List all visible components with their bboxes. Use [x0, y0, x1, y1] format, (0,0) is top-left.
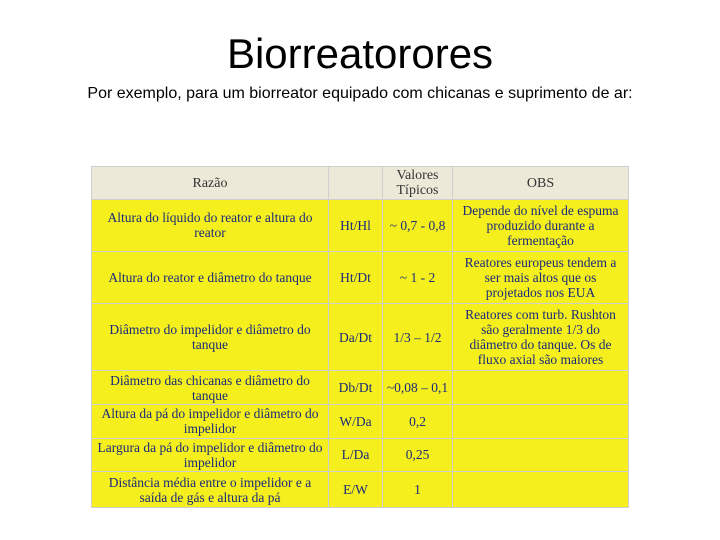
cell-razao: Distância média entre o impelidor e a saída de gás e altura da pá [92, 472, 329, 508]
cell-obs [453, 472, 629, 508]
table-row [92, 200, 629, 252]
table-row [92, 404, 629, 438]
cell-simbolo: Ht/Dt [329, 251, 383, 304]
cell-obs [453, 404, 629, 438]
cell-simbolo: Da/Dt [329, 304, 383, 371]
cell-valores: ~ 1 - 2 [383, 251, 453, 304]
cell-razao: Diâmetro do impelidor e diâmetro do tanque [92, 304, 329, 371]
table-header-row [92, 167, 629, 200]
cell-valores: 0,2 [383, 404, 453, 438]
cell-simbolo: E/W [329, 472, 383, 508]
page-title: Biorreatorores [226, 30, 494, 77]
cell-obs: Reatores com turb. Rushton são geralmente 1/3 do diâmetro do tanque. Os de fluxo axial são maiores [453, 304, 629, 371]
table-row [92, 472, 629, 508]
cell-valores: ~ 0,7 - 0,8 [383, 200, 453, 252]
cell-simbolo: W/Da [329, 404, 383, 438]
ratio-table-grid [91, 166, 629, 508]
ratio-table [91, 166, 629, 508]
cell-razao: Altura do reator e diâmetro do tanque [92, 251, 329, 304]
cell-razao: Altura do líquido do reator e altura do reator [92, 200, 329, 252]
header-razao: Razão [92, 167, 329, 200]
cell-valores: 1 [383, 472, 453, 508]
cell-valores: 0,25 [383, 438, 453, 472]
cell-valores: 1/3 – 1/2 [383, 304, 453, 371]
header-obs: OBS [453, 167, 629, 200]
header-valores: Valores Típicos [383, 167, 453, 200]
cell-razao: Diâmetro das chicanas e diâmetro do tanque [92, 371, 329, 405]
cell-razao: Largura da pá do impelidor e diâmetro do impelidor [92, 438, 329, 472]
cell-obs: Reatores europeus tendem a ser mais altos que os projetados nos EUA [453, 251, 629, 304]
cell-obs [453, 371, 629, 405]
page-subtitle: Por exemplo, para um biorreator equipado com chicanas e suprimento de ar: [87, 85, 633, 102]
cell-obs: Depende do nível de espuma produzido durante a fermentação [453, 200, 629, 252]
cell-valores: ~0,08 – 0,1 [383, 371, 453, 405]
cell-simbolo: L/Da [329, 438, 383, 472]
table-row [92, 251, 629, 304]
cell-simbolo: Db/Dt [329, 371, 383, 405]
cell-razao: Altura da pá do impelidor e diâmetro do impelidor [92, 404, 329, 438]
cell-obs [453, 438, 629, 472]
header-simbolo [329, 167, 383, 200]
table-row [92, 438, 629, 472]
table-row [92, 304, 629, 371]
table-row [92, 371, 629, 405]
cell-simbolo: Ht/Hl [329, 200, 383, 252]
